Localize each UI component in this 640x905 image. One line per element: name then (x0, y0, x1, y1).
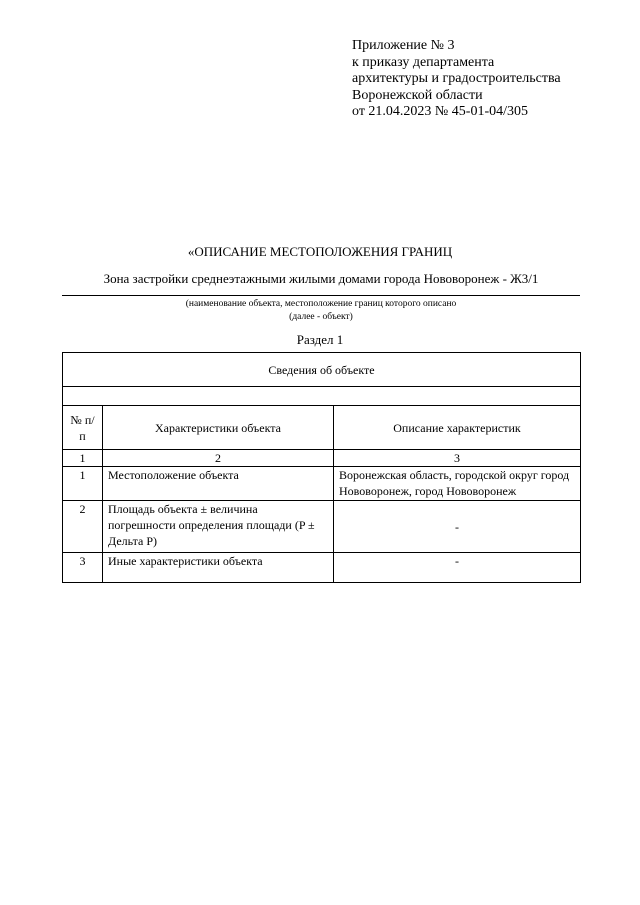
appendix-line: архитектуры и градостроительства (352, 71, 561, 86)
row-description: Воронежская область, городской округ город Нововоронеж, город Нововоронеж (334, 467, 581, 501)
column-number: 3 (334, 450, 581, 467)
section-label: Раздел 1 (296, 332, 344, 347)
caption-line-1: (наименование объекта, местоположение границ которого описано (185, 299, 457, 309)
object-name: Зона застройки среднеэтажными жилыми домами города Нововоронеж - Ж3/1 (103, 271, 539, 286)
header-description: Описание характеристик (334, 406, 581, 450)
column-number: 1 (63, 450, 103, 467)
appendix-line: Воронежской области (352, 87, 483, 103)
underline-rule (62, 295, 580, 296)
table-row (63, 501, 581, 553)
appendix-block (352, 38, 561, 121)
table-heading: Сведения об объекте (63, 353, 581, 387)
header-num: № п/п (63, 406, 103, 450)
table-row (63, 553, 581, 583)
caption-line-2: (далее - объект) (289, 312, 353, 322)
header-characteristic: Характеристики объекта (103, 406, 334, 450)
row-num: 1 (63, 467, 103, 501)
row-characteristic: Иные характеристики объекта (103, 553, 334, 583)
appendix-line: от 21.04.2023 № 45-01-04/305 (352, 104, 529, 119)
table-empty-row (63, 387, 581, 406)
column-number: 2 (103, 450, 334, 467)
appendix-line: Приложение № 3 (352, 38, 455, 53)
appendix-line: к приказу департамента (352, 54, 495, 70)
object-info-table (62, 352, 581, 583)
row-characteristic: Площадь объекта ± величина погрешности определения площади (P ± Дельта P) (103, 501, 334, 553)
row-num: 3 (63, 553, 103, 583)
table-row (63, 467, 581, 501)
row-description: - (334, 501, 581, 553)
row-num: 2 (63, 501, 103, 553)
row-description: - (334, 553, 581, 583)
document-title: «ОПИСАНИЕ МЕСТОПОЛОЖЕНИЯ ГРАНИЦ (187, 244, 453, 259)
object-caption (62, 298, 580, 324)
row-characteristic: Местоположение объекта (103, 467, 334, 501)
